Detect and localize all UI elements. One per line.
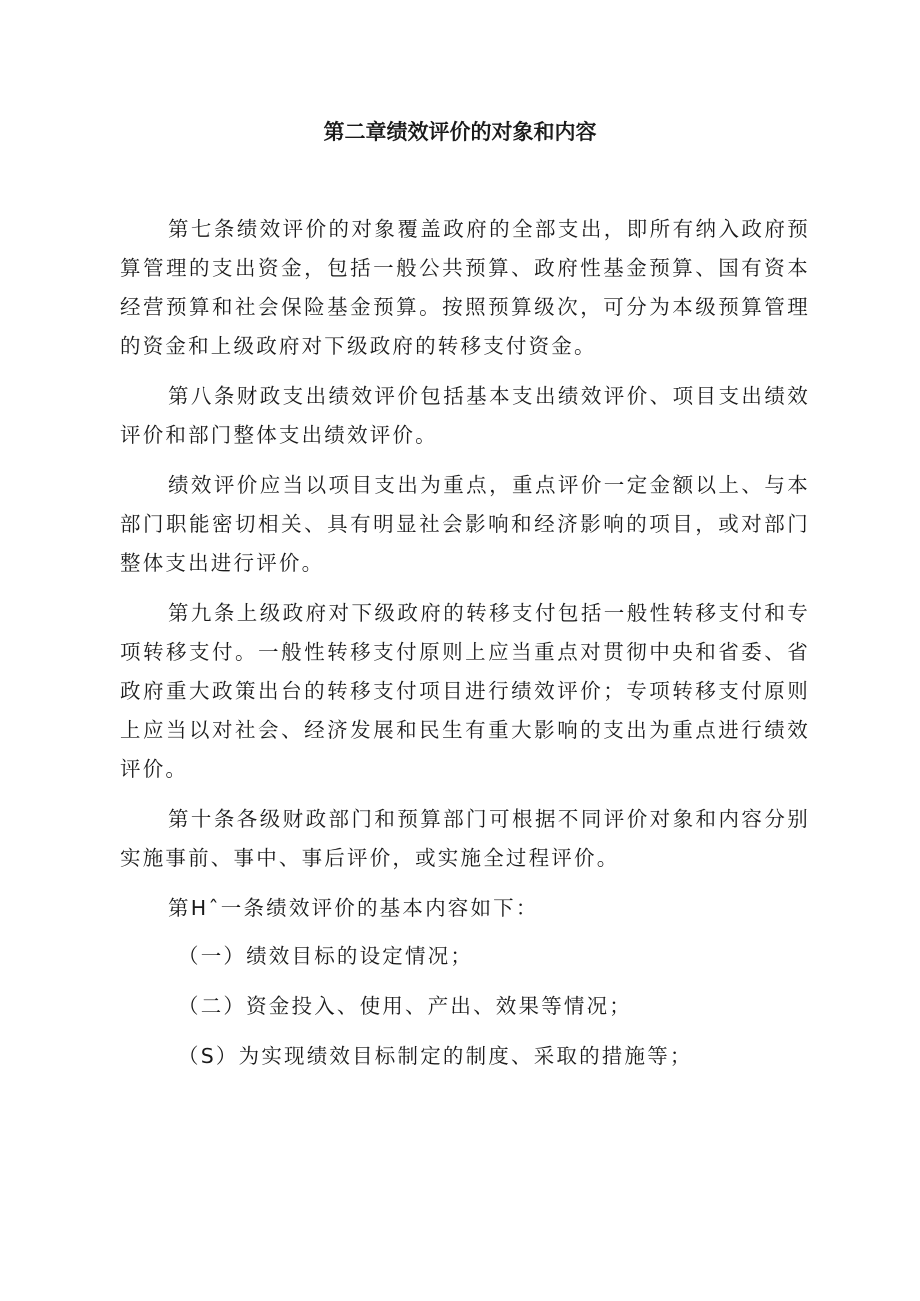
list-item: （一）绩效目标的设定情况； <box>178 944 474 968</box>
document-body <box>120 210 810 1087</box>
list-item: （S）为实现绩效目标制定的制度、采取的措施等； <box>178 1044 693 1068</box>
article-8-paragraph: 第八条财政支出绩效评价包括基本支出绩效评价、项目支出绩效评价和部门整体支出绩效评价。 <box>120 384 810 447</box>
evaluation-focus-paragraph: 绩效评价应当以项目支出为重点，重点评价一定金额以上、与本部门职能密切相关、具有明显社会影响和经济影响的项目，或对部门整体支出进行评价。 <box>120 473 810 575</box>
article-11-paragraph: 第Hˆ一条绩效评价的基本内容如下： <box>168 896 539 920</box>
article-10-paragraph: 第十条各级财政部门和预算部门可根据不同评价对象和内容分别实施事前、事中、事后评价，或实施全过程评价。 <box>120 807 810 870</box>
chapter-title: 第二章绩效评价的对象和内容 <box>323 120 597 144</box>
list-item: （二）资金投入、使用、产出、效果等情况； <box>178 994 632 1018</box>
article-9-paragraph: 第九条上级政府对下级政府的转移支付包括一般性转移支付和专项转移支付。一般性转移支付原则上应当重点对贯彻中央和省委、省政府重大政策出台的转移支付项目进行绩效评价；专项转移支付原则上应当以对社会、经济发展和民生有重大影响的支出为重点进行绩效评价。 <box>120 601 810 781</box>
article-7-paragraph: 第七条绩效评价的对象覆盖政府的全部支出，即所有纳入政府预算管理的支出资金，包括一般公共预算、政府性基金预算、国有资本经营预算和社会保险基金预算。按照预算级次，可分为本级预算管理的资金和上级政府对下级政府的转移支付资金。 <box>120 217 810 358</box>
